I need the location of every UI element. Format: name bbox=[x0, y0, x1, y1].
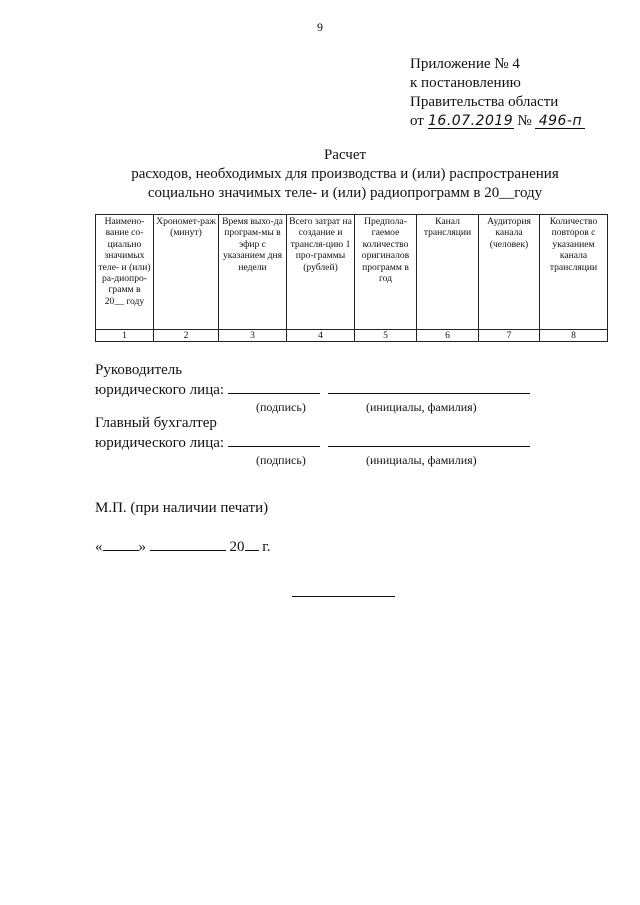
accountant-signature-hint: (подпись) bbox=[256, 453, 306, 467]
header-airtime: Время выхо-да програм-мы в эфир с указанием дня недели bbox=[219, 215, 287, 330]
page-number: 9 bbox=[317, 20, 323, 34]
title-line-2: расходов, необходимых для производства и (или) распространения bbox=[131, 166, 559, 182]
head-signature-line bbox=[95, 381, 530, 399]
annex-resolution: к постановлению bbox=[410, 75, 521, 91]
annex-from-label: от bbox=[410, 113, 424, 129]
head-name-blank bbox=[328, 381, 530, 394]
column-number: 4 bbox=[287, 330, 355, 342]
annex-government: Правительства области bbox=[410, 94, 559, 110]
year-blank bbox=[245, 538, 259, 551]
expense-table bbox=[95, 214, 608, 342]
seal-note: М.П. (при наличии печати) bbox=[95, 500, 269, 516]
document-title bbox=[0, 146, 640, 203]
accountant-signature-line bbox=[95, 434, 530, 452]
column-number: 5 bbox=[355, 330, 417, 342]
column-number: 3 bbox=[219, 330, 287, 342]
accountant-signature-blank bbox=[228, 434, 320, 447]
title-line-1: Расчет bbox=[323, 147, 367, 163]
date-year-suffix: г. bbox=[262, 539, 271, 555]
header-total-cost: Всего затрат на создание и трансля-цию 1 про-граммы (рублей) bbox=[287, 215, 355, 330]
month-blank bbox=[150, 538, 226, 551]
date-open-quote: « bbox=[95, 539, 103, 555]
annex-date-handwritten: 16.07.2019 bbox=[428, 113, 514, 129]
accountant-name-hint: (инициалы, фамилия) bbox=[366, 453, 477, 467]
column-number: 8 bbox=[540, 330, 608, 342]
header-channel: Канал трансляции bbox=[417, 215, 479, 330]
header-originals-count: Предпола-гаемое количество оригиналов программ в год bbox=[355, 215, 417, 330]
column-number: 6 bbox=[417, 330, 479, 342]
title-line-3: социально значимых теле- и (или) радиопрограмм в 20__году bbox=[147, 185, 543, 201]
closing-divider bbox=[292, 596, 395, 597]
head-signature-hint: (подпись) bbox=[256, 400, 306, 414]
header-duration: Хрономет-раж (минут) bbox=[154, 215, 219, 330]
annex-number-handwritten: 496-п bbox=[535, 114, 585, 129]
column-number: 7 bbox=[479, 330, 540, 342]
head-title: Руководитель bbox=[95, 362, 183, 378]
annex-title: Приложение № 4 bbox=[410, 56, 520, 72]
head-signature-blank bbox=[228, 381, 320, 394]
date-century: 20 bbox=[229, 539, 245, 555]
date-close-quote: » bbox=[138, 539, 146, 555]
day-blank bbox=[103, 538, 139, 551]
annex-date-line bbox=[410, 112, 585, 131]
annex-block bbox=[410, 55, 585, 131]
header-audience: Аудитория канала (человек) bbox=[479, 215, 540, 330]
column-number: 1 bbox=[96, 330, 154, 342]
annex-number-sign: № bbox=[517, 113, 532, 129]
accountant-name-blank bbox=[328, 434, 530, 447]
accountant-title: Главный бухгалтер bbox=[95, 415, 217, 431]
header-program-name: Наимено-вание со-циально значимых теле- и (или) ра-диопро-грамм в 20__ году bbox=[96, 215, 154, 330]
head-name-hint: (инициалы, фамилия) bbox=[366, 400, 477, 414]
table-header-row bbox=[96, 215, 608, 330]
column-number: 2 bbox=[154, 330, 219, 342]
head-legal-entity-label: юридического лица: bbox=[95, 382, 225, 398]
table-number-row bbox=[96, 330, 608, 342]
header-repeats: Количество повторов с указанием канала трансляции bbox=[540, 215, 608, 330]
accountant-legal-entity-label: юридического лица: bbox=[95, 435, 225, 451]
date-line bbox=[95, 538, 270, 556]
